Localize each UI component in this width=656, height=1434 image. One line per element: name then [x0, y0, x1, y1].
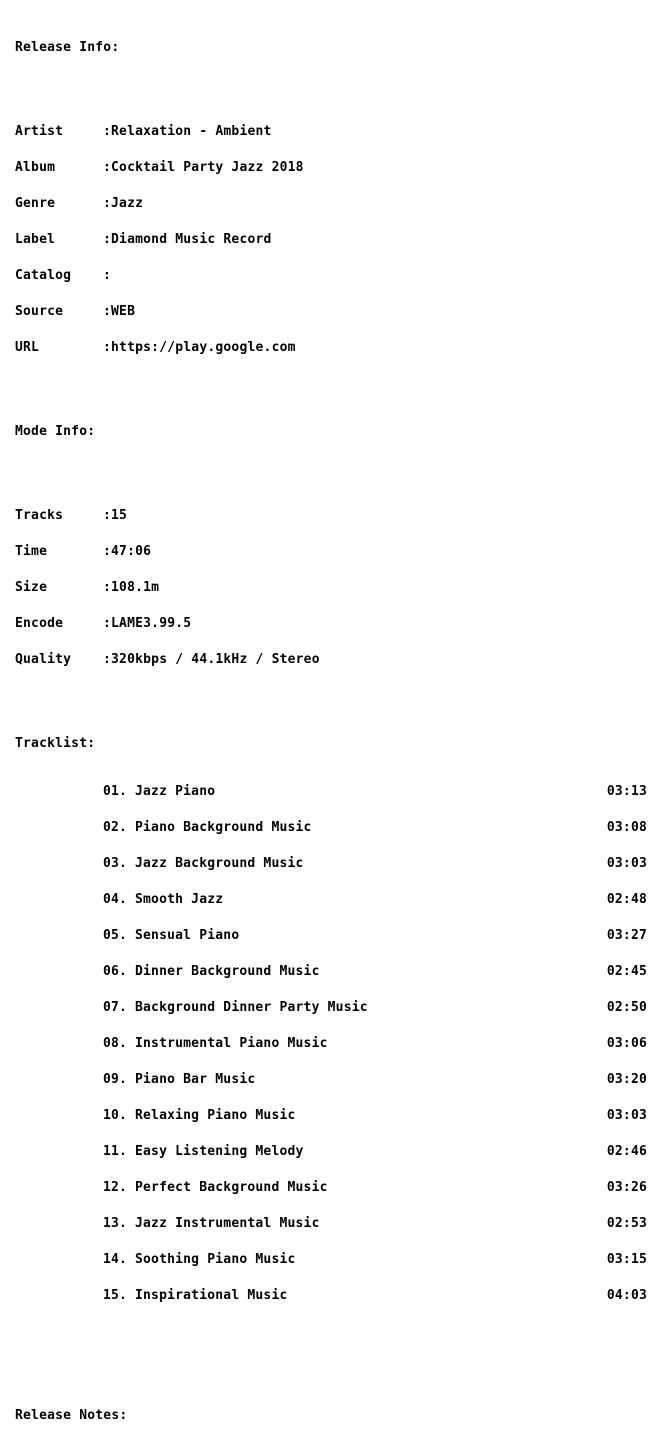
field-catalog [15, 270, 647, 282]
field-key: Genre [15, 196, 56, 211]
spacer [15, 702, 647, 714]
field-separator: : [103, 160, 112, 175]
track-number: 07. [103, 1000, 128, 1015]
track-row [15, 966, 647, 978]
field-separator: : [103, 652, 112, 667]
field-tracks [15, 510, 647, 522]
field-value: 15 [111, 508, 128, 523]
release-nfo-document [15, 18, 647, 1434]
field-value: Cocktail Party Jazz 2018 [111, 160, 304, 175]
mode-info-heading: Mode Info: [15, 424, 96, 439]
track-duration: 02:46 [606, 1144, 647, 1159]
track-row [15, 1254, 647, 1266]
field-value: Jazz [111, 196, 144, 211]
track-title: Jazz Background Music [135, 856, 304, 871]
track-row [15, 858, 647, 870]
track-number: 11. [103, 1144, 128, 1159]
track-title: Piano Background Music [135, 820, 312, 835]
field-key: Source [15, 304, 64, 319]
spacer [15, 78, 647, 90]
track-duration: 03:26 [606, 1180, 647, 1195]
track-number: 10. [103, 1108, 128, 1123]
field-separator: : [103, 544, 112, 559]
track-duration: 03:06 [606, 1036, 647, 1051]
track-title: Instrumental Piano Music [135, 1036, 328, 1051]
track-duration: 02:50 [606, 1000, 647, 1015]
track-title: Relaxing Piano Music [135, 1108, 296, 1123]
spacer [15, 1374, 647, 1386]
track-duration: 03:08 [606, 820, 647, 835]
field-key: Encode [15, 616, 64, 631]
track-number: 04. [103, 892, 128, 907]
field-genre [15, 198, 647, 210]
track-duration: 02:48 [606, 892, 647, 907]
track-title: Easy Listening Melody [135, 1144, 304, 1159]
field-value: WEB [111, 304, 136, 319]
track-title: Soothing Piano Music [135, 1252, 296, 1267]
field-artist [15, 126, 647, 138]
track-title: Sensual Piano [135, 928, 240, 943]
field-key: Time [15, 544, 48, 559]
field-separator: : [103, 304, 112, 319]
track-row [15, 1290, 647, 1302]
track-number: 15. [103, 1288, 128, 1303]
field-album [15, 162, 647, 174]
field-key: Album [15, 160, 56, 175]
field-separator: : [103, 232, 112, 247]
track-title: Smooth Jazz [135, 892, 224, 907]
field-separator: : [103, 616, 112, 631]
track-number: 06. [103, 964, 128, 979]
field-value: Relaxation - Ambient [111, 124, 272, 139]
track-duration: 03:13 [606, 784, 647, 799]
track-duration: 04:03 [606, 1288, 647, 1303]
release-info-heading: Release Info: [15, 40, 120, 55]
field-source [15, 306, 647, 318]
track-row [15, 1038, 647, 1050]
track-duration: 03:03 [606, 1108, 647, 1123]
track-row [15, 786, 647, 798]
track-number: 13. [103, 1216, 128, 1231]
field-encode [15, 618, 647, 630]
track-row [15, 1074, 647, 1086]
track-duration: 02:53 [606, 1216, 647, 1231]
track-row [15, 1110, 647, 1122]
tracklist-heading: Tracklist: [15, 736, 96, 751]
field-key: URL [15, 340, 40, 355]
track-title: Perfect Background Music [135, 1180, 328, 1195]
field-value: 47:06 [111, 544, 152, 559]
track-row [15, 1218, 647, 1230]
field-separator: : [103, 580, 112, 595]
track-duration: 02:45 [606, 964, 647, 979]
release-notes-heading: Release Notes: [15, 1408, 128, 1423]
track-title: Jazz Piano [135, 784, 216, 799]
field-url [15, 342, 647, 354]
field-time [15, 546, 647, 558]
track-number: 08. [103, 1036, 128, 1051]
track-row [15, 822, 647, 834]
field-quality [15, 654, 647, 666]
field-value: Diamond Music Record [111, 232, 272, 247]
field-separator: : [103, 124, 112, 139]
track-duration: 03:03 [606, 856, 647, 871]
track-number: 02. [103, 820, 128, 835]
field-key: Quality [15, 652, 72, 667]
track-title: Jazz Instrumental Music [135, 1216, 320, 1231]
track-title: Inspirational Music [135, 1288, 288, 1303]
track-row [15, 1002, 647, 1014]
field-value: 108.1m [111, 580, 160, 595]
track-row [15, 930, 647, 942]
track-title: Piano Bar Music [135, 1072, 256, 1087]
track-duration: 03:27 [606, 928, 647, 943]
track-number: 09. [103, 1072, 128, 1087]
field-separator: : [103, 196, 112, 211]
field-value: LAME3.99.5 [111, 616, 192, 631]
field-key: Catalog [15, 268, 72, 283]
track-title: Background Dinner Party Music [135, 1000, 368, 1015]
track-duration: 03:20 [606, 1072, 647, 1087]
field-separator: : [103, 340, 112, 355]
track-number: 03. [103, 856, 128, 871]
field-key: Label [15, 232, 56, 247]
track-row [15, 894, 647, 906]
track-row [15, 1182, 647, 1194]
track-title: Dinner Background Music [135, 964, 320, 979]
track-number: 14. [103, 1252, 128, 1267]
spacer [15, 390, 647, 402]
spacer [15, 462, 647, 474]
field-separator: : [103, 508, 112, 523]
field-separator: : [103, 268, 112, 283]
field-value: 320kbps / 44.1kHz / Stereo [111, 652, 320, 667]
field-value: https://play.google.com [111, 340, 296, 355]
track-number: 01. [103, 784, 128, 799]
field-label [15, 234, 647, 246]
track-row [15, 1146, 647, 1158]
field-key: Size [15, 580, 48, 595]
field-key: Artist [15, 124, 64, 139]
spacer [15, 1338, 647, 1350]
field-size [15, 582, 647, 594]
track-number: 12. [103, 1180, 128, 1195]
track-duration: 03:15 [606, 1252, 647, 1267]
track-number: 05. [103, 928, 128, 943]
field-key: Tracks [15, 508, 64, 523]
